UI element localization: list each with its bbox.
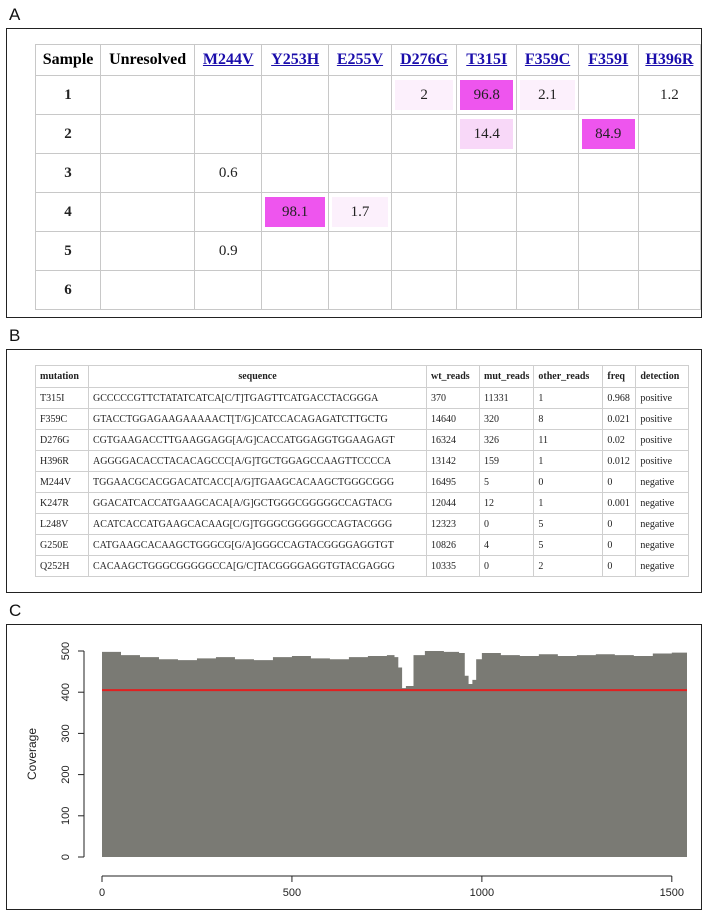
frequency-cell bbox=[638, 271, 700, 310]
table-cell: K247R bbox=[36, 493, 89, 514]
frequency-cell bbox=[457, 115, 517, 154]
frequency-cell bbox=[101, 115, 195, 154]
frequency-value bbox=[460, 275, 513, 305]
frequency-cell bbox=[457, 271, 517, 310]
column-header-unresolved: Unresolved bbox=[101, 45, 195, 76]
table-cell: 0.02 bbox=[603, 430, 636, 451]
frequency-cell bbox=[195, 76, 262, 115]
frequency-cell bbox=[517, 154, 578, 193]
frequency-value bbox=[520, 119, 574, 149]
table-cell: GGACATCACCATGAAGCACA[A/G]GCTGGGCGGGGGCCAGTACG bbox=[89, 493, 427, 514]
x-tick-label: 500 bbox=[282, 887, 302, 899]
table-cell: 4 bbox=[480, 535, 534, 556]
table-cell: 13142 bbox=[427, 451, 480, 472]
frequency-cell bbox=[328, 232, 391, 271]
table-header-row bbox=[36, 366, 689, 388]
frequency-cell bbox=[101, 232, 195, 271]
frequency-value: 2.1 bbox=[520, 80, 574, 110]
table-cell: 0 bbox=[480, 556, 534, 577]
frequency-value bbox=[642, 158, 697, 188]
frequency-cell bbox=[262, 154, 329, 193]
table-cell: 5 bbox=[534, 535, 603, 556]
frequency-cell bbox=[638, 232, 700, 271]
frequency-cell bbox=[578, 193, 638, 232]
frequency-value bbox=[582, 197, 635, 227]
frequency-value bbox=[265, 236, 325, 266]
x-tick-label: 1000 bbox=[469, 887, 495, 899]
table-cell: 0 bbox=[603, 535, 636, 556]
frequency-value bbox=[198, 80, 258, 110]
column-header-detection: detection bbox=[636, 366, 689, 388]
table-cell: L248V bbox=[36, 514, 89, 535]
table-cell: 14640 bbox=[427, 409, 480, 430]
frequency-value bbox=[642, 236, 697, 266]
column-header-d276g[interactable] bbox=[392, 45, 457, 76]
table-cell: 1 bbox=[534, 451, 603, 472]
frequency-value: 0.6 bbox=[218, 165, 238, 181]
frequency-value: 1.2 bbox=[660, 87, 679, 103]
x-tick-label: 0 bbox=[98, 887, 106, 899]
frequency-value bbox=[642, 275, 697, 305]
table-cell: CGTGAAGACCTTGAAGGAGG[A/G]CACCATGGAGGTGGAAGAGT bbox=[89, 430, 427, 451]
table-cell: F359C bbox=[36, 409, 89, 430]
table-row bbox=[36, 493, 689, 514]
column-header-freq: freq bbox=[603, 366, 636, 388]
mutation-link-f359i[interactable]: F359I bbox=[588, 51, 629, 68]
frequency-value bbox=[582, 158, 635, 188]
y-axis-label: Coverage bbox=[25, 727, 40, 781]
frequency-cell bbox=[457, 76, 517, 115]
mutation-link-y253h[interactable]: Y253H bbox=[271, 51, 320, 68]
x-tick-label: 1500 bbox=[659, 887, 685, 899]
column-header-h396r[interactable] bbox=[638, 45, 700, 76]
column-header-mut-reads: mut_reads bbox=[480, 366, 534, 388]
table-row bbox=[36, 115, 701, 154]
frequency-value bbox=[198, 197, 258, 227]
mutation-link-m244v[interactable]: M244V bbox=[202, 51, 254, 68]
panel-label-b: B bbox=[9, 326, 21, 345]
frequency-cell bbox=[638, 76, 700, 115]
mutation-link-f359c[interactable]: F359C bbox=[524, 51, 571, 68]
table-row bbox=[36, 409, 689, 430]
frequency-cell bbox=[195, 115, 262, 154]
column-header-other-reads: other_reads bbox=[534, 366, 603, 388]
y-tick-label: 500 bbox=[59, 641, 72, 661]
table-row bbox=[36, 154, 701, 193]
table-row bbox=[36, 514, 689, 535]
frequency-value bbox=[642, 197, 697, 227]
frequency-value: 14.4 bbox=[460, 119, 513, 149]
detection-panel bbox=[6, 349, 702, 593]
frequency-cell bbox=[392, 76, 457, 115]
frequency-value bbox=[520, 236, 574, 266]
frequency-cell bbox=[262, 193, 329, 232]
table-cell: 2 bbox=[534, 556, 603, 577]
frequency-value bbox=[104, 275, 191, 305]
column-header-f359c[interactable] bbox=[517, 45, 578, 76]
frequency-cell bbox=[262, 271, 329, 310]
frequency-cell bbox=[638, 193, 700, 232]
table-row bbox=[36, 76, 701, 115]
frequency-value bbox=[395, 236, 453, 266]
table-cell: TGGAACGCACGGACATCACC[A/G]TGAAGCACAAGCTGGGCGGG bbox=[89, 472, 427, 493]
frequency-cell bbox=[457, 193, 517, 232]
frequency-value bbox=[104, 236, 191, 266]
table-cell: 0 bbox=[603, 556, 636, 577]
table-cell: negative bbox=[636, 556, 689, 577]
frequency-value bbox=[332, 158, 388, 188]
frequency-value bbox=[642, 119, 697, 149]
table-cell: 1 bbox=[534, 388, 603, 409]
sample-id-cell: 3 bbox=[36, 154, 101, 193]
column-header-f359i[interactable] bbox=[578, 45, 638, 76]
coverage-chart bbox=[7, 625, 701, 909]
frequency-value bbox=[520, 275, 574, 305]
table-row bbox=[36, 271, 701, 310]
frequency-value: 1.7 bbox=[332, 197, 388, 227]
table-cell: 0.012 bbox=[603, 451, 636, 472]
frequency-value bbox=[265, 119, 325, 149]
table-cell: 16495 bbox=[427, 472, 480, 493]
table-row bbox=[36, 556, 689, 577]
table-cell: negative bbox=[636, 472, 689, 493]
table-header-row bbox=[36, 45, 701, 76]
frequency-cell bbox=[457, 154, 517, 193]
table-cell: GTACCTGGAGAAGAAAAACT[T/G]CATCCACAGAGATCTTGCTG bbox=[89, 409, 427, 430]
frequency-cell bbox=[392, 193, 457, 232]
frequency-cell bbox=[517, 271, 578, 310]
table-row bbox=[36, 430, 689, 451]
frequency-value bbox=[332, 275, 388, 305]
column-header-wt-reads: wt_reads bbox=[427, 366, 480, 388]
detection-table bbox=[35, 365, 689, 577]
frequency-cell bbox=[392, 232, 457, 271]
frequency-value bbox=[104, 158, 191, 188]
frequency-cell bbox=[101, 193, 195, 232]
column-header-m244v[interactable] bbox=[195, 45, 262, 76]
frequency-value bbox=[520, 158, 574, 188]
sample-id-cell: 4 bbox=[36, 193, 101, 232]
table-cell: 0 bbox=[603, 514, 636, 535]
column-header-sequence: sequence bbox=[89, 366, 427, 388]
table-cell: 0 bbox=[603, 472, 636, 493]
y-tick-label: 100 bbox=[59, 806, 72, 825]
table-row bbox=[36, 193, 701, 232]
table-cell: 320 bbox=[480, 409, 534, 430]
table-cell: H396R bbox=[36, 451, 89, 472]
table-cell: M244V bbox=[36, 472, 89, 493]
frequency-value bbox=[104, 80, 191, 110]
y-tick-label: 200 bbox=[59, 765, 72, 784]
frequency-value bbox=[265, 158, 325, 188]
y-tick-label: 300 bbox=[59, 724, 72, 743]
frequency-cell bbox=[517, 115, 578, 154]
frequency-value bbox=[198, 275, 258, 305]
frequency-value bbox=[395, 275, 453, 305]
table-cell: 1 bbox=[534, 493, 603, 514]
frequency-cell bbox=[638, 154, 700, 193]
frequency-cell bbox=[101, 76, 195, 115]
mutation-frequency-table bbox=[35, 44, 701, 310]
y-tick-label: 0 bbox=[59, 853, 72, 861]
frequency-value bbox=[395, 158, 453, 188]
frequency-cell bbox=[578, 154, 638, 193]
frequency-cell bbox=[578, 76, 638, 115]
frequency-value bbox=[265, 275, 325, 305]
table-cell: positive bbox=[636, 451, 689, 472]
mutation-link-e255v[interactable]: E255V bbox=[336, 51, 384, 68]
mutation-link-t315i[interactable]: T315I bbox=[466, 51, 508, 68]
table-row bbox=[36, 451, 689, 472]
table-row bbox=[36, 472, 689, 493]
frequency-cell bbox=[328, 154, 391, 193]
table-cell: GCCCCCGTTCTATATCATCA[C/T]TGAGTTCATGACCTACGGGA bbox=[89, 388, 427, 409]
frequency-cell bbox=[392, 154, 457, 193]
table-cell: 11331 bbox=[480, 388, 534, 409]
table-cell: 326 bbox=[480, 430, 534, 451]
table-cell: positive bbox=[636, 388, 689, 409]
table-cell: T315I bbox=[36, 388, 89, 409]
coverage-area bbox=[102, 651, 687, 857]
table-cell: G250E bbox=[36, 535, 89, 556]
table-cell: CACAAGCTGGGCGGGGGCCA[G/C]TACGGGGAGGTGTACGAGGG bbox=[89, 556, 427, 577]
table-cell: 16324 bbox=[427, 430, 480, 451]
frequency-value bbox=[104, 119, 191, 149]
frequency-cell bbox=[328, 76, 391, 115]
frequency-value bbox=[198, 119, 258, 149]
coverage-panel bbox=[6, 624, 702, 910]
table-cell: 12 bbox=[480, 493, 534, 514]
frequency-cell bbox=[578, 115, 638, 154]
table-cell: CATGAAGCACAAGCTGGGCG[G/A]GGGCCAGTACGGGGAGGTGT bbox=[89, 535, 427, 556]
table-cell: negative bbox=[636, 514, 689, 535]
frequency-cell bbox=[195, 271, 262, 310]
column-header-e255v[interactable] bbox=[328, 45, 391, 76]
frequency-value bbox=[582, 275, 635, 305]
sample-id-cell: 6 bbox=[36, 271, 101, 310]
frequency-value: 0.9 bbox=[218, 243, 238, 259]
table-cell: 0 bbox=[480, 514, 534, 535]
table-cell: 10335 bbox=[427, 556, 480, 577]
table-cell: 12044 bbox=[427, 493, 480, 514]
table-cell: 370 bbox=[427, 388, 480, 409]
frequency-value: 84.9 bbox=[582, 119, 635, 149]
frequency-value bbox=[265, 80, 325, 110]
table-cell: 12323 bbox=[427, 514, 480, 535]
table-cell: 5 bbox=[534, 514, 603, 535]
table-cell: 0.968 bbox=[603, 388, 636, 409]
table-cell: positive bbox=[636, 409, 689, 430]
sample-id-cell: 2 bbox=[36, 115, 101, 154]
frequency-cell bbox=[517, 193, 578, 232]
frequency-cell bbox=[328, 271, 391, 310]
table-cell: negative bbox=[636, 535, 689, 556]
frequency-cell bbox=[517, 76, 578, 115]
frequency-cell bbox=[262, 232, 329, 271]
table-cell: negative bbox=[636, 493, 689, 514]
frequency-value bbox=[332, 119, 388, 149]
frequency-cell bbox=[195, 232, 262, 271]
frequency-value: 98.1 bbox=[265, 197, 325, 227]
panel-label-a: A bbox=[9, 5, 21, 24]
frequency-cell bbox=[392, 115, 457, 154]
table-row bbox=[36, 535, 689, 556]
frequency-cell bbox=[578, 271, 638, 310]
frequency-value bbox=[582, 80, 635, 110]
frequency-cell bbox=[392, 271, 457, 310]
sample-id-cell: 1 bbox=[36, 76, 101, 115]
frequency-cell bbox=[262, 115, 329, 154]
frequency-value bbox=[520, 197, 574, 227]
frequency-value bbox=[332, 80, 388, 110]
frequency-value bbox=[460, 197, 513, 227]
frequency-value: 2 bbox=[395, 80, 453, 110]
mutation-link-d276g[interactable]: D276G bbox=[400, 51, 449, 68]
table-cell: 159 bbox=[480, 451, 534, 472]
frequency-cell bbox=[578, 232, 638, 271]
table-cell: 0.001 bbox=[603, 493, 636, 514]
sample-id-cell: 5 bbox=[36, 232, 101, 271]
table-cell: 10826 bbox=[427, 535, 480, 556]
column-header-y253h[interactable] bbox=[262, 45, 329, 76]
column-header-sample: Sample bbox=[36, 45, 101, 76]
column-header-mutation: mutation bbox=[36, 366, 89, 388]
table-cell: 0 bbox=[534, 472, 603, 493]
table-cell: 8 bbox=[534, 409, 603, 430]
mutation-link-h396r[interactable]: H396R bbox=[645, 51, 694, 68]
frequency-value bbox=[460, 158, 513, 188]
table-row bbox=[36, 388, 689, 409]
table-cell: 0.021 bbox=[603, 409, 636, 430]
frequency-cell bbox=[517, 232, 578, 271]
frequency-cell bbox=[328, 193, 391, 232]
frequency-cell bbox=[195, 193, 262, 232]
frequency-value bbox=[104, 197, 191, 227]
frequency-cell bbox=[101, 154, 195, 193]
frequency-cell bbox=[457, 232, 517, 271]
frequency-value bbox=[395, 197, 453, 227]
frequency-value bbox=[460, 236, 513, 266]
table-cell: D276G bbox=[36, 430, 89, 451]
y-tick-label: 400 bbox=[59, 683, 72, 702]
table-cell: ACATCACCATGAAGCACAAG[C/G]TGGGCGGGGGCCAGTACGGG bbox=[89, 514, 427, 535]
table-cell: 5 bbox=[480, 472, 534, 493]
table-cell: AGGGGACACCTACACAGCCC[A/G]TGCTGGAGCCAAGTTCCCCA bbox=[89, 451, 427, 472]
mutation-frequency-panel bbox=[6, 28, 702, 318]
frequency-value bbox=[582, 236, 635, 266]
frequency-cell bbox=[195, 154, 262, 193]
frequency-cell bbox=[328, 115, 391, 154]
table-cell: 11 bbox=[534, 430, 603, 451]
frequency-value: 96.8 bbox=[460, 80, 513, 110]
frequency-cell bbox=[101, 271, 195, 310]
column-header-t315i[interactable] bbox=[457, 45, 517, 76]
frequency-value bbox=[332, 236, 388, 266]
table-row bbox=[36, 232, 701, 271]
table-cell: Q252H bbox=[36, 556, 89, 577]
table-cell: positive bbox=[636, 430, 689, 451]
frequency-cell bbox=[638, 115, 700, 154]
frequency-value bbox=[395, 119, 453, 149]
frequency-cell bbox=[262, 76, 329, 115]
panel-label-c: C bbox=[9, 601, 22, 620]
